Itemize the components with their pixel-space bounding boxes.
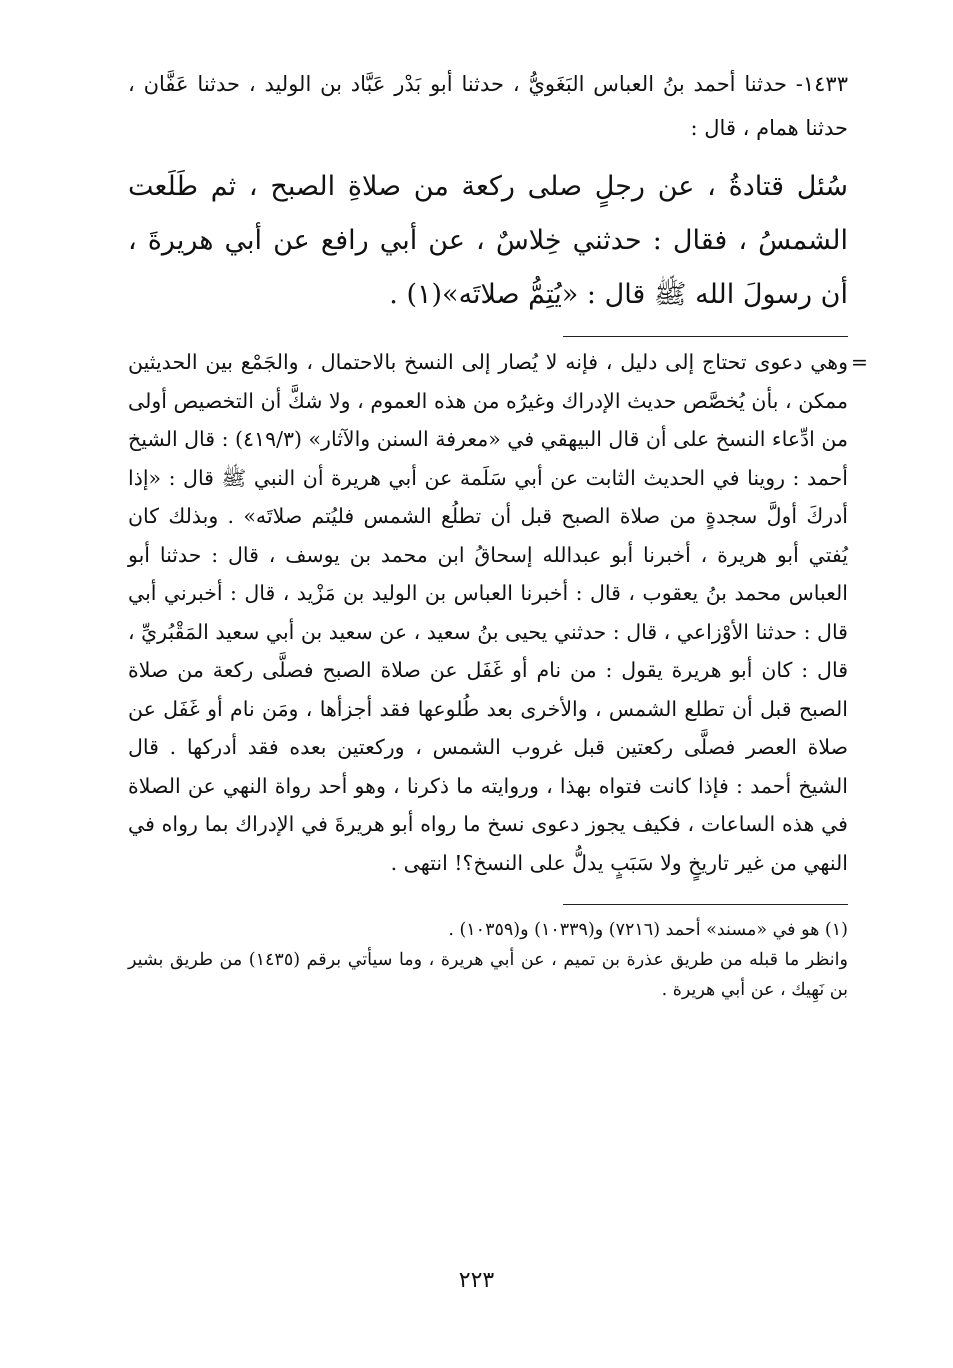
page-body: [128, 62, 868, 1005]
page-number: ٢٢٣: [458, 1268, 495, 1293]
commentary-text: وهي دعوى تحتاج إلى دليل ، فإنه لا يُصار إلى النسخ بالاحتمال ، والجَمْع بين الحديثين ممكن ، بأن يُخصَّص حديث الإدراك وغيرُه من هذه العموم ، ولا شكَّ أن التخصيص أولى من ادِّعاء النسخ على أن قال البيهقي في «معرفة السنن والآثار» (٤١٩/٣) : قال الشيخ أحمد : روينا في الحديث الثابت عن أبي سَلَمة عن أبي هريرة أن النبي ﷺ قال : «إذا أدركَ أولَّ سجدةٍ من صلاة الصبح قبل أن تطلُع الشمس فليُتم صلاتَه» . وبذلك كان يُفتي أبو هريرة ، أخبرنا أبو عبدالله إسحاقُ ابن محمد بن يوسف ، قال : حدثنا أبو العباس محمد بنُ يعقوب ، قال : أخبرنا العباس بن الوليد بن مَزْيد ، قال : أخبرني أبي قال : حدثنا الأوْزاعي ، قال : حدثني يحيى بنُ سعيد ، عن سعيد بن أبي سعيد المَقْبُريِّ ، قال : كان أبو هريرة يقول : من نام أو غَفَل عن صلاة الصبح فصلَّى ركعة من صلاة الصبح قبل أن تطلع الشمس ، والأخرى بعد طُلوعها فقد أجزأها ، ومَن نام أو غَفَل عن صلاة العصر فصلَّى ركعتين قبل غروب الشمس ، وركعتين بعده فقد أدركها . قال الشيخ أحمد : فإذا كانت فتواه بهذا ، وروايته ما ذكرنا ، وهو أحد رواة النهي عن الصلاة في هذه الساعات ، فكيف يجوز دعوى نسخ ما رواه أبو هريرةَ في الإدراك بما رواه في النهي من غير تاريخٍ ولا سَبَبٍ يدلُّ على النسخ؟! انتهى .: [128, 350, 848, 875]
hadith-matn: سُئل قتادةُ ، عن رجلٍ صلى ركعة من صلاةِ الصبح ، ثم طَلَعت الشمسُ ، فقال : حدثني خِلاسٌ ، عن أبي رافع عن أبي هريرةَ ، أن رسولَ الله ﷺ قال : «يُتِمُّ صلاتَه»(١) .: [128, 171, 848, 310]
footnote-1: (١) هو في «مسند» أحمد (٧٢١٦) و(١٠٣٣٩) و(١٠٣٥٩) .: [448, 920, 848, 940]
footnote-separator: [563, 336, 848, 337]
footnote-separator: [563, 904, 848, 905]
commentary-paragraph: [128, 343, 868, 882]
continuation-mark: =: [850, 350, 868, 374]
footnotes: [128, 915, 848, 1005]
footnote-1-continued: وانظر ما قبله من طريق عذرة بن تميم ، عن أبي هريرة ، وما سيأتي برقم (١٤٣٥) من طريق بشير بن نَهِيك ، عن أبي هريرة .: [128, 950, 848, 1000]
hadith-isnad: ١٤٣٣- حدثنا أحمد بنُ العباس البَغَويُّ ، حدثنا أبو بَدْر عَبَّاد بن الوليد ، حدثنا عَفَّان ، حدثنا همام ، قال :: [128, 72, 848, 140]
